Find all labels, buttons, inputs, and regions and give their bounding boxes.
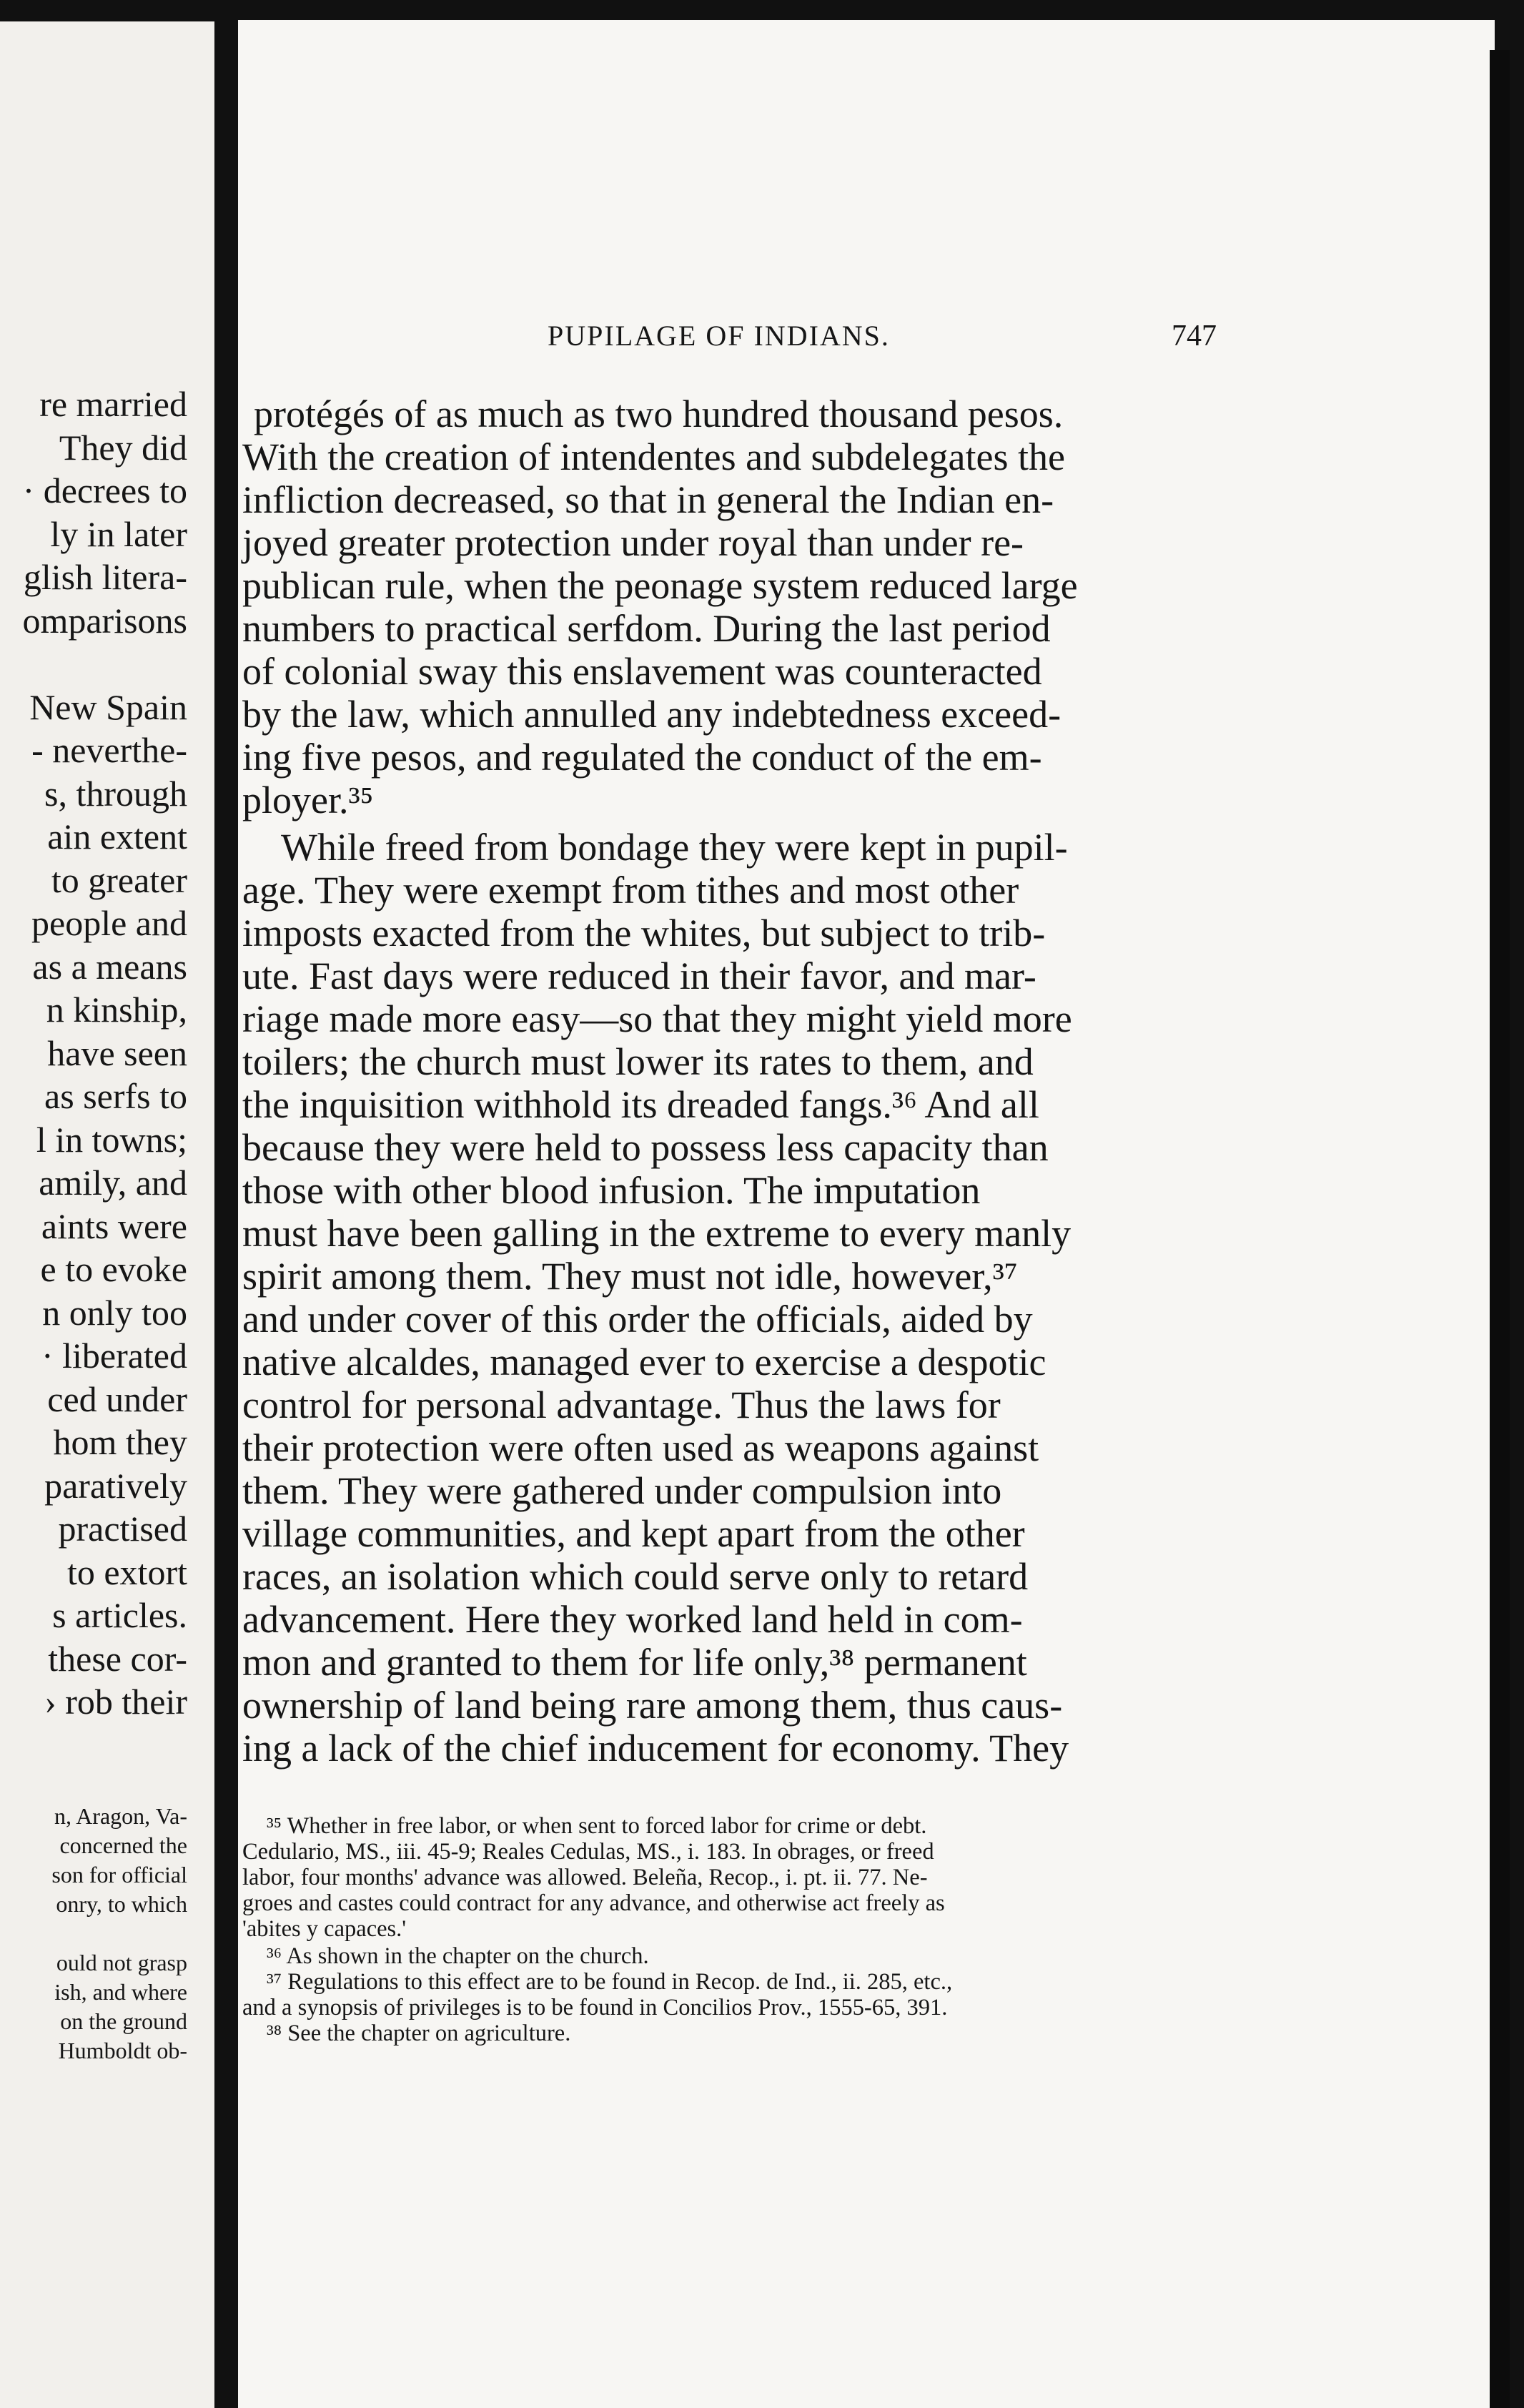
footnote-line: groes and castes could contract for any advance, and otherwise act freely as xyxy=(242,1890,945,1916)
facing-footnote-line: concerned the xyxy=(59,1832,187,1858)
facing-line: ced under xyxy=(47,1378,187,1419)
facing-line: to greater xyxy=(51,859,187,900)
facing-footnote-line: Humboldt ob- xyxy=(58,2038,187,2063)
facing-footnote-line: ish, and where xyxy=(54,1979,187,2005)
facing-footnote-line: on the ground xyxy=(60,2008,187,2034)
facing-line: omparisons xyxy=(22,600,187,641)
text-line: age. They were exempt from tithes and most other xyxy=(242,869,1019,912)
facing-line: glish litera- xyxy=(23,557,187,597)
page-number: 747 xyxy=(1172,320,1217,352)
text-line: must have been galling in the extreme to every manly xyxy=(242,1212,1072,1255)
page-edge-shadow xyxy=(1490,50,1510,2408)
text-line: infliction decreased, so that in general the Indian en- xyxy=(242,478,1054,521)
facing-line: as serfs to xyxy=(44,1076,187,1116)
text-line: village communities, and kept apart from the other xyxy=(242,1512,1025,1555)
facing-line: e to evoke xyxy=(40,1249,187,1289)
facing-line: to extort xyxy=(66,1551,187,1592)
facing-footnote-line: ould not grasp xyxy=(56,1950,187,1975)
facing-line: paratively xyxy=(44,1465,187,1506)
facing-line: as a means xyxy=(32,946,187,987)
text-line: riage made more easy—so that they might yield more xyxy=(242,997,1072,1040)
running-head xyxy=(238,319,1495,362)
facing-line: New Spain xyxy=(29,686,187,727)
facing-line: · liberated xyxy=(41,1336,187,1376)
footnote-line: labor, four months' advance was allowed. Beleña, Recop., i. pt. ii. 77. Ne- xyxy=(242,1865,928,1890)
facing-line: n only too xyxy=(42,1292,187,1333)
text-line: native alcaldes, managed ever to exercise a despotic xyxy=(242,1341,1046,1383)
facing-line: hom they xyxy=(53,1422,187,1462)
facing-line: people and xyxy=(31,903,187,943)
text-line: toilers; the church must lower its rates to them, and xyxy=(242,1040,1034,1083)
text-line: numbers to practical serfdom. During the last period xyxy=(242,607,1051,650)
text-line: advancement. Here they worked land held in com- xyxy=(242,1598,1023,1641)
facing-line: s articles. xyxy=(52,1595,187,1635)
text-line: While freed from bondage they were kept in pupil- xyxy=(281,826,1068,869)
facing-line: · decrees to xyxy=(22,470,187,510)
facing-footnote-line: n, Aragon, Va- xyxy=(54,1803,187,1829)
facing-line xyxy=(0,642,187,686)
footnote-line: ³⁷ Regulations to this effect are to be found in Recop. de Ind., ii. 285, etc., xyxy=(267,1969,953,1995)
text-line: With the creation of intendentes and subdelegates the xyxy=(242,435,1065,478)
text-line: the inquisition withhold its dreaded fangs.³⁶ And all xyxy=(242,1083,1039,1126)
text-line: those with other blood infusion. The imputation xyxy=(242,1169,981,1212)
text-line: protégés of as much as two hundred thousand pesos. xyxy=(254,393,1064,435)
facing-page-text xyxy=(0,383,187,1724)
facing-footnote-line: onry, to which xyxy=(56,1891,187,1917)
facing-line: aints were xyxy=(41,1205,187,1246)
text-line: ing five pesos, and regulated the conduct of the em- xyxy=(242,736,1042,779)
text-line: races, an isolation which could serve only to retard xyxy=(242,1555,1029,1598)
facing-footnote-line xyxy=(0,1919,187,1948)
facing-line: They did xyxy=(59,427,187,468)
text-line: and under cover of this order the officials, aided by xyxy=(242,1298,1033,1341)
facing-page-left xyxy=(0,21,214,2408)
facing-line: these cor- xyxy=(48,1638,187,1679)
facing-line: amily, and xyxy=(39,1163,187,1203)
text-line: publican rule, when the peonage system reduced large xyxy=(242,564,1078,607)
facing-line: l in towns; xyxy=(36,1119,187,1160)
text-line: ing a lack of the chief inducement for economy. They xyxy=(242,1727,1069,1770)
text-line: by the law, which annulled any indebtedness exceed- xyxy=(242,693,1062,736)
text-line: their protection were often used as weapons against xyxy=(242,1426,1039,1469)
facing-line: › rob their xyxy=(44,1682,187,1722)
facing-line: ly in later xyxy=(50,513,187,554)
footnote-line: and a synopsis of privileges is to be found in Concilios Prov., 1555-65, 391. xyxy=(242,1995,948,2020)
facing-line: s, through xyxy=(44,773,187,814)
text-line: ployer.³⁵ xyxy=(242,779,374,821)
text-line: spirit among them. They must not idle, however,³⁷ xyxy=(242,1255,1018,1298)
footnote-line: Cedulario, MS., iii. 45-9; Reales Cedulas, MS., i. 183. In obrages, or freed xyxy=(242,1839,934,1865)
facing-line: practised xyxy=(58,1509,187,1549)
text-line: ute. Fast days were reduced in their favor, and mar- xyxy=(242,954,1036,997)
text-line: them. They were gathered under compulsion into xyxy=(242,1469,1002,1512)
facing-line: re married xyxy=(39,384,187,424)
footnote-line: 'abites y capaces.' xyxy=(242,1916,407,1942)
footnote-line: ³⁶ As shown in the chapter on the church. xyxy=(267,1943,649,1969)
facing-line: ain extent xyxy=(47,816,187,857)
book-page xyxy=(238,20,1495,2408)
facing-line: - neverthe- xyxy=(31,730,187,770)
facing-footnote-line: son for official xyxy=(51,1862,187,1888)
text-line: joyed greater protection under royal than under re- xyxy=(242,521,1024,564)
facing-page-footnotes xyxy=(0,1802,187,2066)
text-line: because they were held to possess less capacity than xyxy=(242,1126,1049,1169)
text-line: of colonial sway this enslavement was counteracted xyxy=(242,650,1042,693)
text-line: mon and granted to them for life only,³⁸ permanent xyxy=(242,1641,1027,1684)
facing-line: n kinship, xyxy=(46,990,187,1030)
footnote-line: ³⁸ See the chapter on agriculture. xyxy=(267,2020,571,2046)
text-line: control for personal advantage. Thus the laws for xyxy=(242,1383,1001,1426)
text-line: ownership of land being rare among them, thus caus- xyxy=(242,1684,1063,1727)
running-title: PUPILAGE OF INDIANS. xyxy=(548,320,890,352)
facing-line: have seen xyxy=(47,1032,187,1073)
footnote-line: ³⁵ Whether in free labor, or when sent to forced labor for crime or debt. xyxy=(267,1813,927,1839)
text-line: imposts exacted from the whites, but subject to trib- xyxy=(242,912,1046,954)
